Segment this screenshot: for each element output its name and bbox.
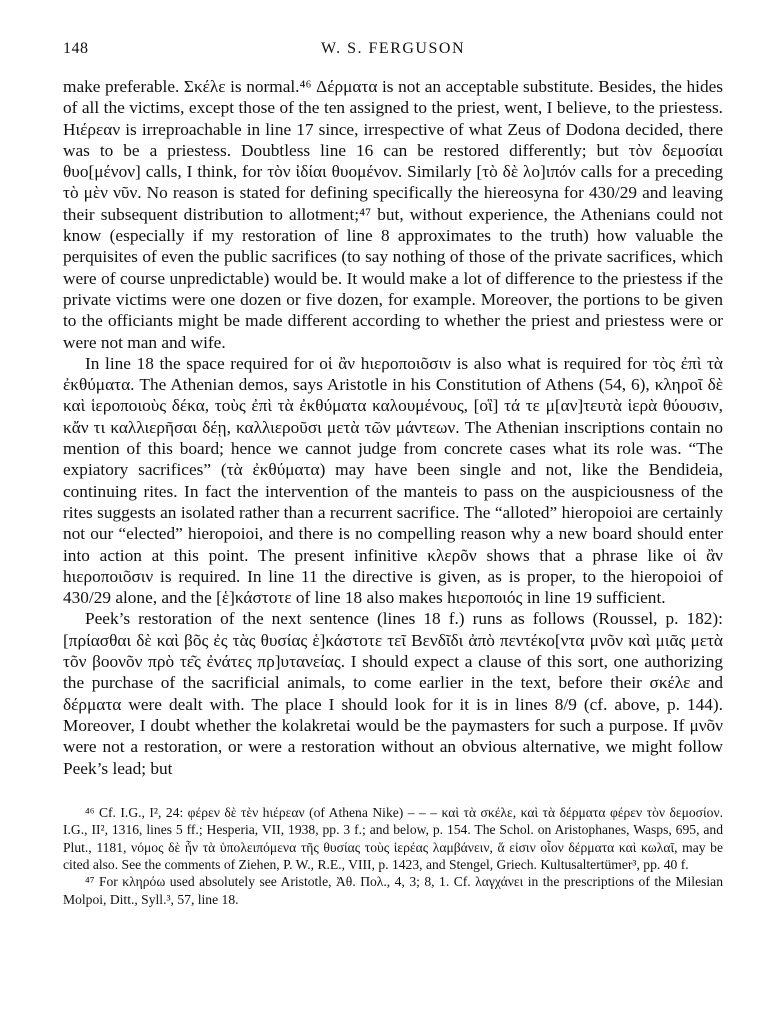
- paragraph-2: In line 18 the space required for οἱ ἂν hιεροποιõσιν is also what is required for τὸς ἐπὶ τὰ ἐκθύματα. The Athenian demos, says Aristotle in his Constitution of Athens (54, 6), κληροῖ δὲ καὶ ἱεροποιοὺς δέκα, τοὺς ἐπὶ τὰ ἐκθύματα καλουμένους, [οἳ] τά τε μ[αν]τευτὰ ἱερὰ θύουσιν, κἄν τι καλλιερῆσαι δέῃ, καλλιεροῦσι μετὰ τῶν μάντεων. The Athenian inscriptions contain no mention of this board; hence we cannot judge from concrete cases what its role was. “The expiatory sacrifices” (τὰ ἐκθύματα) may have been single and not, like the Bendideia, continuing rites. In fact the intervention of the manteis to pass on the auspiciousness of the rites suggests an isolated rather than a recurrent sacrifice. The “alloted” hieropoioi are certainly not our “elected” hieropoioi, and there is no compelling reason why a new board should enter into action at this point. The present infinitive κλερõν shows that a phrase like οἱ ἂν hιεροποιõσιν is required. In line 11 the directive is given, as is proper, to the hieropoioi of 430/29 alone, and the [ἑ]κάστοτε of line 18 also makes hιεροποιός in line 19 sufficient.: [63, 353, 723, 608]
- running-title: W. S. FERGUSON: [321, 40, 465, 57]
- footnotes: [63, 804, 723, 908]
- paragraph-3: Peek’s restoration of the next sentence (lines 18 f.) runs as follows (Roussel, p. 182): [πρίασθαι δὲ καὶ βõς ἐς τὰς θυσίας ἑ]κάστοτε τεῖ Βενδῖδι ἀπὸ πεντέκο[ντα μνõν καὶ μιᾶς μετὰ τõν βοονõν πρὸ τε͂ς ἐνάτες πρ]υτανείας. I should expect a clause of this sort, one authorizing the purchase of the sacrificial animals, to come earlier in the text, before their σκέλε and δέρματα were dealt with. The place I should look for it is in lines 8/9 (cf. above, p. 144). Moreover, I doubt whether the kolakretai would be the paymasters for such a purpose. If μνõν were not a restoration, or were a restoration without an obvious alternative, we might follow Peek’s lead; but: [63, 609, 723, 778]
- page: [63, 40, 723, 908]
- running-header: [63, 40, 723, 68]
- footnote-47: ⁴⁷ For κληρόω used absolutely see Aristotle, Ἀθ. Πολ., 4, 3; 8, 1. Cf. λαγχάνει in the prescriptions of the Milesian Molpoi, Ditt., Syll.³, 57, line 18.: [63, 874, 723, 907]
- page-number: 148: [63, 40, 89, 57]
- footnote-46: ⁴⁶ Cf. I.G., I², 24: φέρεν δὲ τὲν hιέρεαν (of Athena Nike) – – – καὶ τὰ σκέλε, καὶ τὰ δέρματα φέρεν τὸν δεμοσίον. I.G., II², 1316, lines 5 ff.; Hesperia, VII, 1938, pp. 3 f.; and below, p. 154. The Schol. on Aristophanes, Wasps, 695, and Plut., 1181, νόμος δὲ ἦν τὰ ὑπολειπόμενα τῆς θυσίας τοὺς ἱερέας λαμβάνειν, ἅ εἰσιν οἷον δέρματα καὶ κωλαῖ, may be cited also. See the comments of Ziehen, P. W., R.E., VIII, p. 1423, and Stengel, Griech. Kultusaltertümer³, pp. 40 f.: [63, 804, 723, 873]
- body-text: [63, 76, 723, 779]
- paragraph-1: make preferable. Σκέλε is normal.⁴⁶ Δέρματα is not an acceptable substitute. Besides, the hides of all the victims, except those of the ten assigned to the priest, went, I believe, to the priestess. Ηιέρεαν is irreproachable in line 17 since, irrespective of what Zeus of Dodona decided, there was to be a priestess. Doubtless line 16 can be restored differently; but τὸν δεμοσίαι θυο[μένον] calls, I think, for τὸν ἰδίαι θυομένον. Similarly [τὸ δὲ λο]ιπόν calls for a preceding τὸ μὲν νῦν. No reason is stated for defining specifically the hiereosyna for 430/29 and leaving their subsequent distribution to allotment;⁴⁷ but, without experience, the Athenians could not know (especially if my restoration of line 8 approximates to the truth) how valuable the perquisites of even the public sacrifices (to say nothing of those of the private sacrifices, which were of course unpredictable) would be. It would make a lot of difference to the priestess if the private victims were one dozen or five dozen, for example. Moreover, the portions to be given to the officiants might be made different according to whether the priest and priestess were or were not man and wife.: [63, 77, 723, 352]
